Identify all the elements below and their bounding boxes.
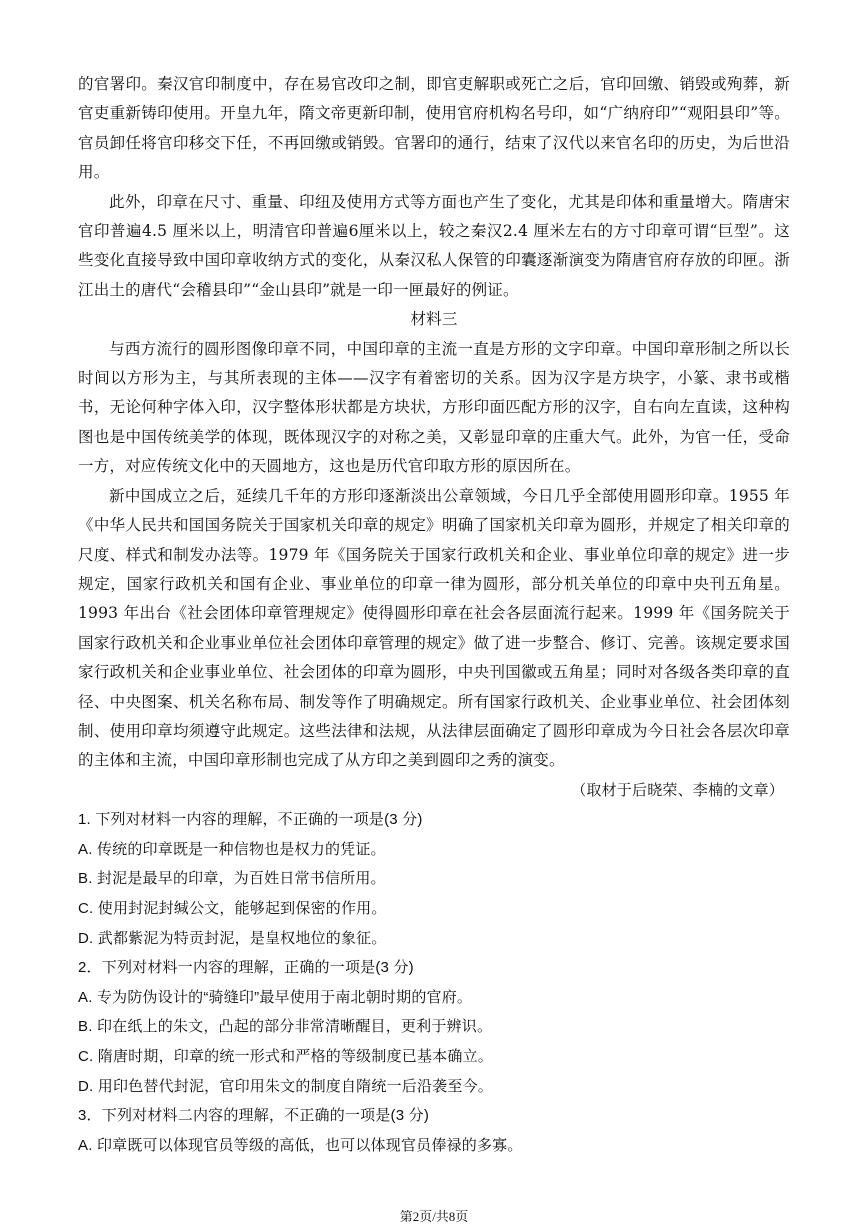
question-3 bbox=[78, 1101, 790, 1160]
question-stem: 2．下列对材料一内容的理解，正确的一项是(3 分) bbox=[78, 959, 414, 977]
question-stem: 3．下列对材料二内容的理解，不正确的一项是(3 分) bbox=[78, 1107, 430, 1125]
option-d: D. 武都紫泥为特贡封泥，是皇权地位的象征。 bbox=[78, 929, 387, 947]
material3-heading: 材料三 bbox=[410, 310, 458, 329]
page-number: 第2页/共8页 bbox=[399, 1209, 469, 1224]
material3-paragraph-1: 与西方流行的圆形图像印章不同，中国印章的主流一直是方形的文字印章。中国印章形制之所以长时间以方形为主，与其所表现的主体——汉字有着密切的关系。因为汉字是方块字，小篆、隶书或楷书，无论何种字体入印，汉字整体形状都是方块状，方形印面匹配方形的汉字，自右向左直读，这种构图也是中国传统美学的体现，既体现汉字的对称之美，又彰显印章的庄重大气。此外，为官一任，受命一方，对应传统文化中的天圆地方，这也是历代官印取方形的原因所在。 bbox=[78, 339, 790, 476]
question-stem: 1. 下列对材料一内容的理解，不正确的一项是(3 分) bbox=[78, 811, 423, 829]
page-content bbox=[78, 70, 790, 1160]
option-d: D. 用印色替代封泥，官印用朱文的制度自隋统一后沿袭至今。 bbox=[78, 1077, 493, 1095]
option-a: A. 专为防伪设计的“骑缝印”最早使用于南北朝时期的官府。 bbox=[78, 988, 473, 1006]
material2-paragraph-2: 此外，印章在尺寸、重量、印纽及使用方式等方面也产生了变化，尤其是印体和重量增大。隋唐宋官印普遍4.5 厘米以上，明清官印普遍6厘米以上，较之秦汉2.4 厘米左右的方寸印章可谓“巨型”。这些变化直接导致中国印章收纳方式的变化，从秦汉私人保管的印囊逐渐演变为隋唐官府存放的印匣。浙江出土的唐代“会稽县印”“金山县印”就是一印一匣最好的例证。 bbox=[78, 192, 790, 299]
option-c: C. 使用封泥封缄公文，能够起到保密的作用。 bbox=[78, 899, 387, 917]
option-c: C. 隋唐时期，印章的统一形式和严格的等级制度已基本确立。 bbox=[78, 1047, 493, 1065]
option-b: B. 印在纸上的朱文，凸起的部分非常清晰醒目，更利于辨识。 bbox=[78, 1018, 493, 1036]
question-2 bbox=[78, 953, 790, 1101]
material2-paragraph-1: 的官署印。秦汉官印制度中，存在易官改印之制，即官吏解职或死亡之后，官印回缴、销毁或殉葬，新官吏重新铸印使用。开皇九年，隋文帝更新印制，使用官府机构名号印，如“广纳府印”“观阳县印”等。官员卸任将官印移交下任，不再回缴或销毁。官署印的通行，结束了汉代以来官名印的历史，为后世沿用。 bbox=[78, 75, 790, 182]
source-citation: （取材于后晓荣、李楠的文章） bbox=[571, 780, 784, 799]
question-1 bbox=[78, 805, 790, 953]
option-a: A. 传统的印章既是一种信物也是权力的凭证。 bbox=[78, 840, 386, 858]
option-a: A. 印章既可以体现官员等级的高低，也可以体现官员俸禄的多寡。 bbox=[78, 1136, 523, 1154]
option-b: B. 封泥是最早的印章，为百姓日常书信所用。 bbox=[78, 870, 386, 888]
material3-paragraph-2: 新中国成立之后，延续几千年的方形印逐渐淡出公章领域，今日几乎全部使用圆形印章。1955 年《中华人民共和国国务院关于国家机关印章的规定》明确了国家机关印章为圆形，并规定了相关印章的尺度、样式和制发办法等。1979 年《国务院关于国家行政机关和企业、事业单位印章的规定》进一步规定，国家行政机关和国有企业、事业单位的印章一律为圆形，部分机关单位的印章中央刊五角星。1993 年出台《社会团体印章管理规定》使得圆形印章在社会各层面流行起来。1999 年《国务院关于国家行政机关和企业事业单位社会团体印章管理的规定》做了进一步整合、修订、完善。该规定要求国家行政机关和企业事业单位、社会团体的印章为圆形，中央刊国徽或五角星；同时对各级各类印章的直径、中央图案、机关名称布局、制发等作了明确规定。所有国家行政机关、企业事业单位、社会团体刻制、使用印章均须遵守此规定。这些法律和法规，从法律层面确定了圆形印章成为今日社会各层次印章的主体和主流，中国印章形制也完成了从方印之美到圆印之秀的演变。 bbox=[78, 486, 790, 770]
